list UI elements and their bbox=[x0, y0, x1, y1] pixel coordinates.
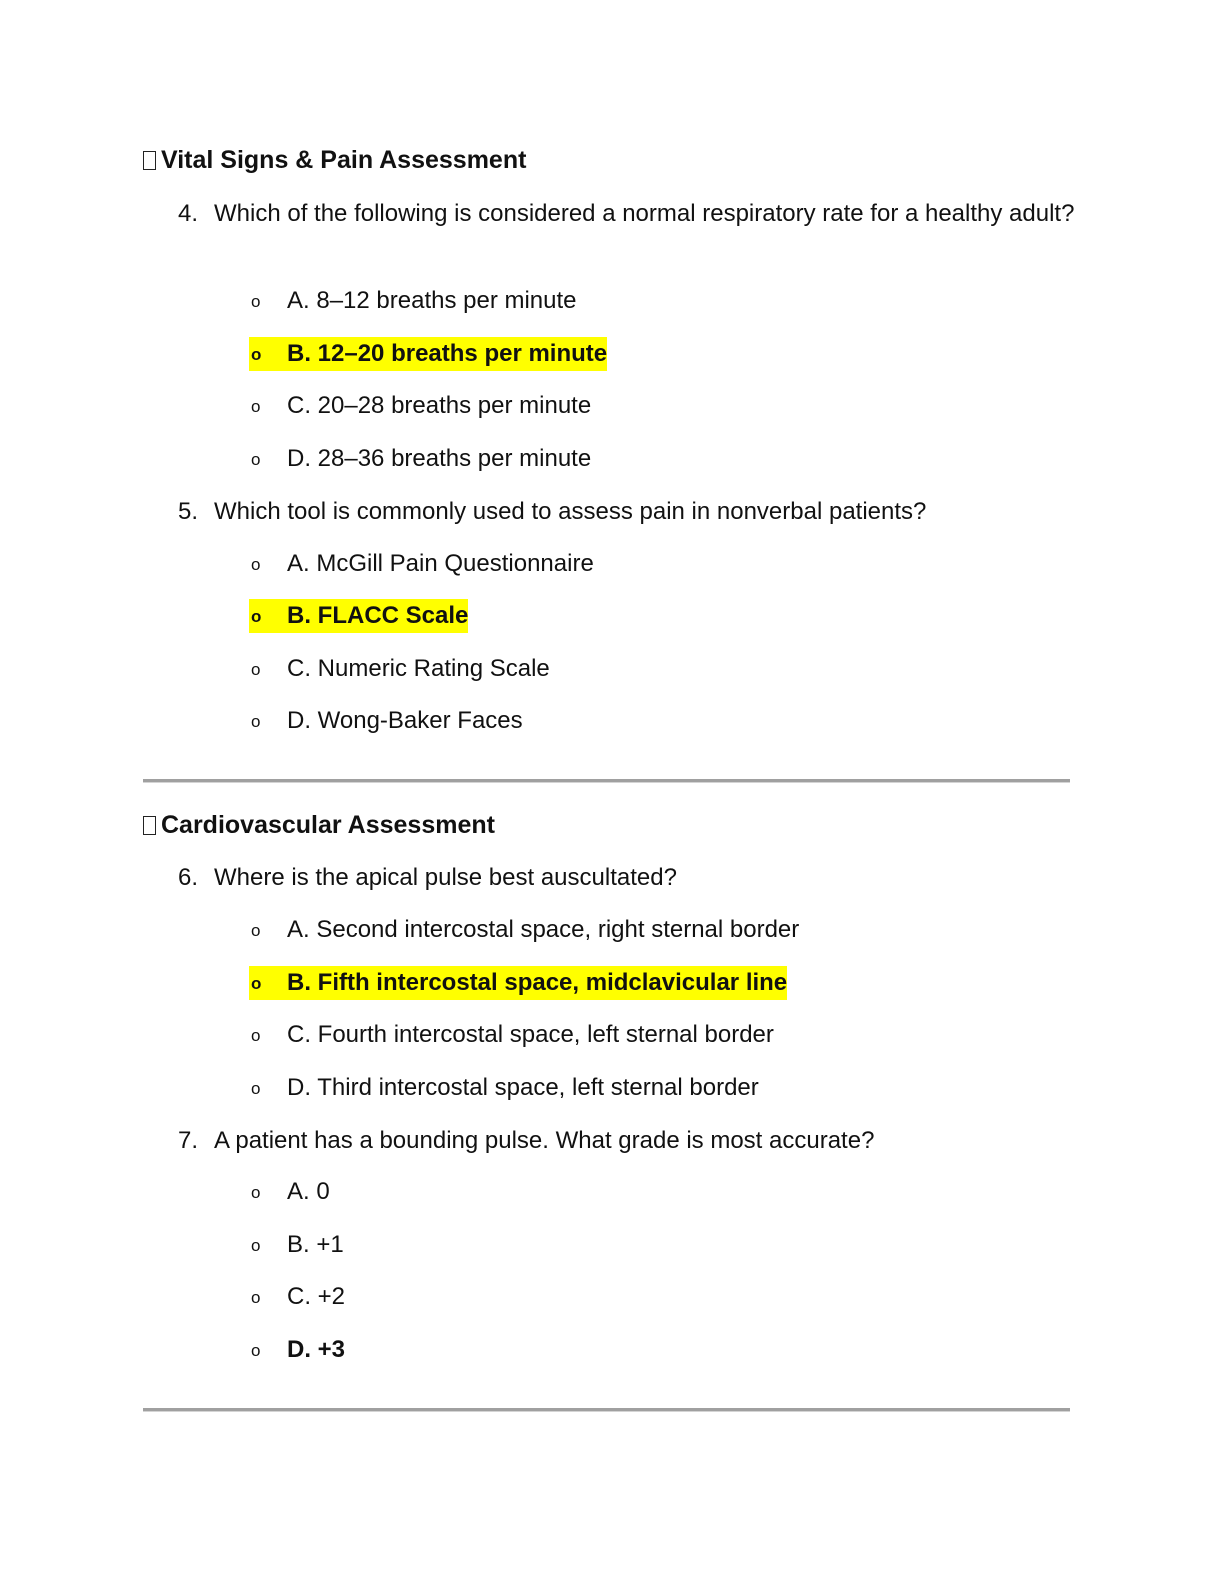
bullet-icon: o bbox=[251, 345, 262, 364]
question-text: A patient has a bounding pulse. What grade is most accurate? bbox=[214, 1127, 875, 1154]
question-text: Which tool is commonly used to assess pain in nonverbal patients? bbox=[214, 498, 927, 525]
option-q7-d-bold: o D. +3 bbox=[249, 1333, 345, 1367]
option-q5-a: o A. McGill Pain Questionnaire bbox=[249, 547, 594, 581]
missing-glyph-icon bbox=[143, 816, 156, 835]
question-6 bbox=[178, 860, 1078, 895]
option-q7-a: o A. 0 bbox=[249, 1175, 330, 1209]
bullet-icon: o bbox=[251, 397, 261, 416]
option-q7-c: o C. +2 bbox=[249, 1280, 345, 1314]
option-q5-b-highlighted: o B. FLACC Scale bbox=[249, 599, 468, 633]
horizontal-rule bbox=[143, 1408, 1070, 1412]
question-4 bbox=[178, 196, 1078, 231]
question-7 bbox=[178, 1123, 1078, 1158]
bullet-icon: o bbox=[251, 660, 261, 679]
option-q5-c: o C. Numeric Rating Scale bbox=[249, 652, 550, 686]
option-q4-d: o D. 28–36 breaths per minute bbox=[249, 442, 591, 476]
bullet-icon: o bbox=[251, 1236, 261, 1255]
bullet-icon: o bbox=[251, 1288, 261, 1307]
bullet-icon: o bbox=[251, 1079, 261, 1098]
bullet-icon: o bbox=[251, 1341, 261, 1360]
question-text: Where is the apical pulse best auscultated? bbox=[214, 864, 677, 891]
bullet-icon: o bbox=[251, 555, 261, 574]
option-q6-b-highlighted: o B. Fifth intercostal space, midclavicular line bbox=[249, 966, 787, 1000]
bullet-icon: o bbox=[251, 292, 261, 311]
missing-glyph-icon bbox=[143, 151, 156, 170]
question-text: Which of the following is considered a normal respiratory rate for a healthy adult? bbox=[214, 200, 1075, 227]
question-number: 4. bbox=[178, 200, 199, 227]
question-number: 6. bbox=[178, 864, 199, 891]
horizontal-rule bbox=[143, 779, 1070, 783]
option-q4-a: o A. 8–12 breaths per minute bbox=[249, 284, 577, 318]
option-q5-d: o D. Wong-Baker Faces bbox=[249, 704, 523, 738]
section-heading-cardiovascular: Cardiovascular Assessment bbox=[143, 810, 495, 840]
bullet-icon: o bbox=[251, 712, 261, 731]
bullet-icon: o bbox=[251, 1026, 261, 1045]
bullet-icon: o bbox=[251, 607, 262, 626]
option-q4-b-highlighted: o B. 12–20 breaths per minute bbox=[249, 337, 607, 371]
question-number: 5. bbox=[178, 498, 199, 525]
bullet-icon: o bbox=[251, 921, 261, 940]
question-5 bbox=[178, 494, 1078, 529]
option-q6-d: o D. Third intercostal space, left sternal border bbox=[249, 1071, 759, 1105]
question-number: 7. bbox=[178, 1127, 199, 1154]
bullet-icon: o bbox=[251, 1183, 261, 1202]
option-q7-b: o B. +1 bbox=[249, 1228, 344, 1262]
bullet-icon: o bbox=[251, 974, 262, 993]
option-q6-a: o A. Second intercostal space, right sternal border bbox=[249, 913, 799, 947]
bullet-icon: o bbox=[251, 450, 261, 469]
option-q6-c: o C. Fourth intercostal space, left sternal border bbox=[249, 1018, 774, 1052]
option-q4-c: o C. 20–28 breaths per minute bbox=[249, 389, 591, 423]
section-heading-vital-signs: Vital Signs & Pain Assessment bbox=[143, 145, 526, 175]
